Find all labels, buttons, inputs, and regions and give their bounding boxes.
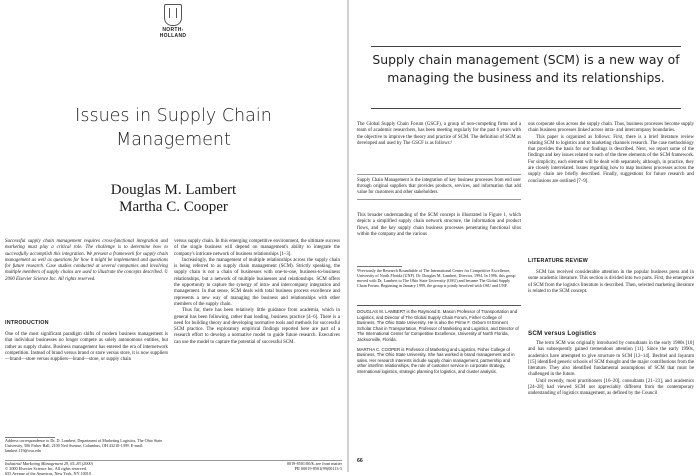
author-bios	[357, 305, 521, 379]
pullquote-top-rule	[371, 46, 681, 47]
body-paragraph: This paper is organized as follows: First, there is a brief literature review relating SCM to logistics and to marketing channels research. The case methodology that provides the basis for our findings is described. Next, we report some of the findings and key issues related to each of the three elements of the SCM framework. For simplicity, each element will be dealt with separately, although, in practice, they are closely interrelated. Issues regarding how to map business processes across the supply chain are briefly described. Finally, suggestions for future research and conclusions are outlined [7–9].	[528, 134, 694, 184]
author-list	[0, 182, 347, 216]
body-paragraph: Increasingly, the management of multiple relationships across the supply chain is being referred to as supply chain management (SCM). Strictly speaking, the supply chain is not a chain of businesses with one-to-one, business-to-business relationships, but a network of multiple businesses and relationships. SCM offers the opportunity to capture the synergy of intra- and intercompany integration and management. In that sense, SCM deals with total business process excellence and represents a new way of managing the business and relationships with other members of the supply chain.	[174, 257, 340, 307]
pullquote-bottom-rule	[371, 108, 681, 109]
abstract: Successful supply chain management requires cross-functional integration and marketing must play a critical role. The challenge is to determine how to successfully accomplish this integration. We present a framework for supply chain management as well as questions for how it might be implemented and questions for future research. Case studies conducted at several companies and involving multiple members of supply chains are used to illustrate the concepts described. © 2000 Elsevier Science Inc. All rights reserved.	[5, 239, 168, 282]
author-1: Douglas M. Lambert	[110, 182, 237, 198]
body-paragraph: Until recently, most practitioners [16–20], consultants [21–23], and academics [24–28] had viewed SCM not appreciably different from the contemporary understanding of logistics management, as defined by the Council	[528, 378, 694, 397]
figure-reference-paragraph: This broader understanding of the SCM concept is illustrated in Figure 1, which depicts a simplified supply chain network structure, the information and product flows, and the key supply chain business processes penetrating functional silos within the company and the various	[357, 213, 521, 237]
footnote-divider	[357, 266, 402, 267]
left-page	[0, 0, 347, 476]
elsevier-logo	[152, 4, 194, 39]
author-2: Martha C. Cooper	[119, 199, 228, 215]
journal-line: Industrial Marketing Management 29, 65–83 (2000)	[5, 461, 93, 466]
journal-line: 655 Avenue of the Americas, New York, NY 10010	[5, 470, 91, 476]
article-title	[0, 104, 347, 152]
body-paragraph: Thus far, there has been relatively little guidance from academia, which in general has been following, rather than leading, business practice [4–6]. There is a need for building theory and developing normative tools and methods for successful SCM practice. The exploratory empirical findings reported here are part of a research effort to develop a normative model to guide future research. Executives can use the model to capture the potential of successful SCM.	[174, 308, 340, 345]
introduction-paragraph: One of the most significant paradigm shifts of modern business management is that individual businesses no longer compete as solely autonomous entities, but rather as supply chains. Business management has entered the era of internetwork competition. Instead of brand versus brand or store versus store, it is now suppliers—brand—store versus suppliers—brand—store, or supply chain	[5, 332, 168, 363]
gscf-footnote: ¹Previously the Research Roundtable of The International Center for Competitive Excellence, University of North Florida (UNF). Dr. Douglas M. Lambert, Director, 1994. In 1996, this group moved with Dr. Lambert to The Ohio State University (OSU) and became The Global Supply Chain Forum. Beginning in January 1999, the group is jointly involved with OSU and UNF.	[357, 268, 516, 289]
correspondence-footnote: Address correspondence to Dr. D. Lambert, Department of Marketing Logistics, The Ohio State University, 506 Fisher Hall, 2100 Neil Avenue, Columbus, OH 43210-1399. E-mail: lambert.119@osu.edu	[5, 438, 163, 454]
page-number: 66	[357, 458, 363, 464]
right-column-2	[528, 122, 694, 185]
publisher-logo-text: NORTH-HOLLAND	[159, 27, 187, 39]
left-column-2	[174, 239, 340, 346]
gscf-paragraph: The Global Supply Chain Forum (GSCF), a group of non-competing firms and a team of academic researchers, has been meeting regularly for the past 6 years with the objective to improve the theory and practice of SCM. The definition of SCM as developed and used by The GSCF is as follows:¹	[357, 122, 521, 146]
title-line-2: Management	[116, 130, 231, 150]
journal-line: © 2000 Elsevier Science Inc. All rights reserved.	[5, 465, 87, 471]
scm-vs-logistics-text	[528, 341, 694, 398]
scm-vs-logistics-heading: SCM versus Logistics	[528, 330, 597, 337]
bio-cooper: MARTHA C. COOPER is Professor of Marketing and Logistics, Fisher College of Business, The Ohio State University. She has worked in brand management and in sales. Her research interests include supply chain management, partnership and other interfirm relationships, the role of customer service in corporate strategy, international logistics, strategic planning for logistics, and cluster analysis.	[357, 346, 515, 374]
journal-citation	[5, 462, 93, 476]
right-page	[349, 0, 700, 472]
pull-quote: Supply chain management (SCM) is a new way of managing the business and its relationships.	[372, 52, 680, 85]
literature-review-heading: LITERATURE REVIEW	[528, 258, 588, 264]
body-paragraph: ous corporate silos across the supply chain. Thus, business processes become supply chain business processes linked across intra- and intercompany boundaries.	[528, 122, 694, 134]
pii-line: PII S0019-8501(99)00113-3	[294, 465, 342, 471]
article-code	[206, 462, 342, 472]
scm-definition-box: Supply Chain Management is the integration of key business processes from end user through original suppliers that provides products, services, and information that add value for customers and other stakeholders.	[357, 174, 521, 200]
literature-review-paragraph: SCM has received considerable attention in the popular business press and in some academic literature. This section is divided into two parts. First, the emergence of SCM from the logistics literature is described. Then, selected marketing literature is related to the SCM concept.	[528, 270, 694, 294]
title-line-1: Issues in Supply Chain	[75, 106, 272, 126]
tree-icon	[164, 4, 182, 26]
body-paragraph: The term SCM was originally introduced by consultants in the early 1980s [10] and has subsequently gained tremendous attention [11]. Since the early 1990s, academics have attempted to give structure to SCM [12–14]. Bechtel and Jayaram [15] identified generic schools of SCM thought and the major contributions from the literature. They also identified fundamental assumptions of SCM that must be challenged in the future.	[528, 341, 694, 378]
bio-lambert: DOUGLAS M. LAMBERT is the Raymond E. Mason Professor of Transportation and Logistics, and Director of The Global Supply Chain Forum, Fisher College of Business, The Ohio State University. He is also the Prime F. Osborn III Eminent Scholar Chair in Transportation, Professor of Marketing and Logistics, and Director of The International Center for Competitive Excellence, University of North Florida, Jacksonville, Florida.	[357, 309, 519, 342]
price-line: 0019-8501/00/$–see front matter	[286, 461, 342, 466]
introduction-heading: INTRODUCTION	[5, 320, 49, 326]
body-paragraph: versus supply chain. In this emerging competitive environment, the ultimate success of the single business will depend on management's ability to integrate the company's intricate network of business relationships [1–3].	[174, 239, 340, 257]
